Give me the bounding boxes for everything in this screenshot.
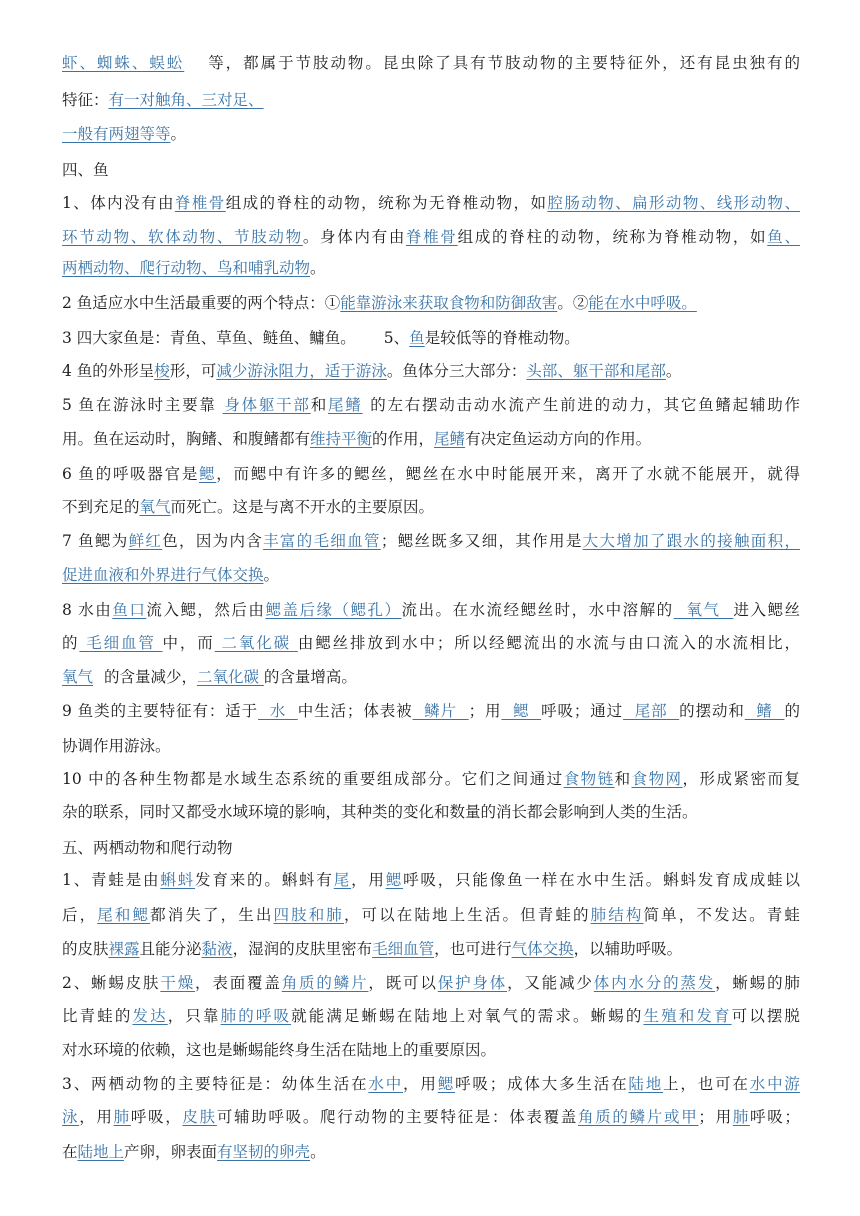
- text-run: 四、鱼: [62, 161, 109, 179]
- text-run: 2 鱼适应水中生活最重要的两个特点：①: [62, 294, 341, 312]
- text-line: [62, 530, 800, 552]
- text-run: 2、蜥蜴皮肤: [62, 974, 161, 992]
- answer-blank: 角质的鳞片或甲: [578, 1108, 699, 1126]
- text-run: 的作用，: [372, 430, 435, 448]
- text-run: 比青蛙的: [62, 1007, 133, 1025]
- text-run: ；鳃丝既多又细，其作用是: [380, 532, 583, 550]
- answer-blank: 干燥: [160, 974, 196, 992]
- answer-blank: 体内水分的蒸发: [593, 974, 716, 992]
- answer-blank: 水中游: [749, 1075, 800, 1093]
- text-line: [62, 496, 800, 518]
- text-run: 6 鱼的呼吸器官是: [62, 465, 200, 483]
- text-run: 的含量增高。: [263, 668, 357, 686]
- answer-blank: 陆地上: [77, 1143, 125, 1161]
- answer-blank: 鱼、: [767, 228, 800, 246]
- text-line: [62, 801, 800, 823]
- text-line: [62, 599, 800, 621]
- text-run: 都消失了，生出: [150, 906, 274, 924]
- text-line: [62, 1073, 800, 1095]
- text-run: 。身体内有由: [302, 228, 407, 246]
- text-line: [62, 292, 800, 314]
- answer-blank: 裸露: [108, 940, 140, 958]
- answer-blank: 水中: [368, 1075, 404, 1093]
- text-run: 的: [784, 702, 800, 720]
- text-line: [62, 327, 800, 349]
- answer-blank: 四肢和肺: [273, 906, 344, 924]
- text-run: 组成的脊柱的动物，统称为脊椎动物，如: [457, 228, 768, 246]
- answer-blank: 有坚韧的卵壳: [217, 1143, 311, 1161]
- text-line: [62, 226, 800, 248]
- answer-blank: 减少游泳阻力，适于游泳: [216, 362, 387, 380]
- text-run: 的皮肤: [62, 940, 109, 958]
- answer-blank: 陆地: [628, 1075, 664, 1093]
- text-run: 。: [310, 1143, 326, 1161]
- text-run: ，形成紧密而复: [682, 770, 800, 788]
- text-run: 和: [614, 770, 632, 788]
- answer-blank: 保护身体: [437, 974, 508, 992]
- answer-blank: 能靠游泳来获取食物和防御敌害: [340, 294, 558, 312]
- answer-blank: 鳃: [437, 1075, 456, 1093]
- text-run: ，蜥蜴的肺: [715, 974, 800, 992]
- text-line: [62, 192, 800, 214]
- text-run: 杂的联系，同时又都受水域环境的影响，其种类的变化和数量的消长都会影响到人类的生活。: [62, 803, 698, 821]
- answer-blank: 鲜红: [128, 532, 163, 550]
- text-line: [62, 1039, 800, 1061]
- answer-blank: 二氧化碳: [214, 634, 298, 652]
- text-line: [62, 700, 800, 722]
- answer-blank: 水: [258, 702, 298, 720]
- answer-blank: 尾鳍: [327, 396, 363, 414]
- text-run: 组成的脊柱的动物，统称为无脊椎动物，如: [225, 194, 548, 212]
- text-run: 是较低等的脊椎动物。: [424, 329, 580, 347]
- answer-blank: 发达: [132, 1007, 168, 1025]
- answer-blank: 身体躯干部: [222, 396, 311, 414]
- text-run: ，用: [351, 871, 386, 889]
- answer-blank: 尾部: [623, 702, 680, 720]
- text-run: 协调作用游泳。: [62, 737, 171, 755]
- text-run: 。鱼体分三大部分：: [386, 362, 527, 380]
- text-run: ，既可以: [368, 974, 438, 992]
- answer-blank: 头部、躯干部和尾部: [526, 362, 666, 380]
- text-run: 在: [62, 1143, 78, 1161]
- text-line: [62, 89, 800, 111]
- answer-blank: 角质的鳞片: [281, 974, 369, 992]
- text-line: [62, 394, 800, 416]
- text-run: 五、两栖动物和爬行动物: [62, 839, 233, 857]
- text-line: [62, 869, 800, 891]
- text-run: ，以辅助呼吸。: [573, 940, 683, 958]
- answer-blank: 虾、蜘蛛、蜈蚣: [62, 54, 185, 72]
- text-run: 呼吸，只能像鱼一样在水中生活。蝌蚪发育成成蛙以: [403, 871, 800, 889]
- text-run: 。: [665, 362, 682, 380]
- text-run: 。: [170, 125, 187, 143]
- text-run: 上，也可在: [663, 1075, 750, 1093]
- text-run: ，也可进行: [434, 940, 512, 958]
- text-run: 的: [62, 634, 80, 652]
- answer-blank: 腔肠动物、扁形动物、线形动物、: [547, 194, 800, 212]
- text-run: 的左右摆动击动水流产生前进的动力，其它鱼鳍起辅助作: [368, 396, 800, 414]
- text-run: 8 水由: [62, 601, 113, 619]
- text-line: [62, 123, 800, 145]
- text-run: 。: [310, 259, 326, 277]
- answer-blank: 黏液: [201, 940, 233, 958]
- text-line: [62, 632, 800, 654]
- text-line: [62, 666, 800, 688]
- text-run: 且能分泌: [139, 940, 202, 958]
- answer-blank: 泳: [62, 1108, 80, 1126]
- text-line: [62, 904, 800, 926]
- text-run: 4 鱼的外形呈: [62, 362, 155, 380]
- text-line: [62, 735, 800, 757]
- text-run: 7 鱼鳃为: [62, 532, 129, 550]
- text-line: [62, 1106, 800, 1128]
- answer-blank: 梭: [154, 362, 170, 380]
- answer-blank: 尾和鳃: [97, 906, 151, 924]
- text-run: 就能满足蜥蜴在陆地上对氧气的需求。蜥蜴的: [291, 1007, 644, 1025]
- text-run: 10 中的各种生物都是水域生态系统的重要组成部分。它们之间通过: [62, 770, 564, 788]
- text-run: 1、体内没有由: [62, 194, 175, 212]
- answer-blank: 鳃: [501, 702, 542, 720]
- text-run: 。②: [557, 294, 589, 312]
- answer-blank: 皮肤: [182, 1108, 217, 1126]
- text-run: 形，可: [169, 362, 217, 380]
- text-run: 和: [310, 396, 328, 414]
- text-run: 1、青蛙是由: [62, 871, 161, 889]
- answer-blank: 能在水中呼吸。: [588, 294, 697, 312]
- answer-blank: 鳃盖后缘（鳃孔）: [265, 601, 402, 619]
- answer-blank: 食物链: [563, 770, 615, 788]
- text-run: 呼吸；成体大多生活在: [455, 1075, 629, 1093]
- text-run: 的摆动和: [679, 702, 745, 720]
- answer-blank: 尾鳍: [434, 430, 466, 448]
- text-line: [62, 360, 800, 382]
- text-run: ，又能减少: [507, 974, 594, 992]
- text-run: 对水环境的依赖，这也是蜥蜴能终身生活在陆地上的重要原因。: [62, 1041, 497, 1059]
- answer-blank: 食物网: [631, 770, 683, 788]
- text-line: [62, 972, 800, 994]
- text-run: 流出。在水流经鳃丝时，水中溶解的: [401, 601, 674, 619]
- answer-blank: 毛细血管: [79, 634, 163, 652]
- text-line: [62, 1141, 800, 1163]
- text-run: ，可以在陆地上生活。但青蛙的: [343, 906, 591, 924]
- text-line: [62, 938, 800, 960]
- answer-blank: 促进血液和外界进行气体交换: [62, 566, 264, 584]
- text-run: 发育来的。蝌蚪有: [195, 871, 334, 889]
- answer-blank: 两栖动物、爬行动物、鸟和哺乳动物: [62, 259, 311, 277]
- answer-blank: 尾: [333, 871, 352, 889]
- text-run: 5、: [383, 329, 410, 347]
- text-run: 可辅助呼吸。爬行动物的主要特征是：体表覆盖: [216, 1108, 579, 1126]
- answer-blank: 鳃: [385, 871, 404, 889]
- answer-blank: 鳞片: [412, 702, 469, 720]
- answer-blank: 肺结构: [590, 906, 644, 924]
- text-run: ，用: [79, 1108, 114, 1126]
- text-run: 产卵，卵表面: [124, 1143, 218, 1161]
- text-run: 进入鳃丝: [733, 601, 800, 619]
- text-line: [62, 428, 800, 450]
- text-run: 5 鱼在游泳时主要靠: [62, 396, 217, 414]
- text-run: 色，因为内含: [162, 532, 264, 550]
- text-run: 9 鱼类的主要特征有：适于: [62, 702, 259, 720]
- text-line: [62, 257, 800, 279]
- answer-blank: 脊椎骨: [174, 194, 226, 212]
- text-run: 而死亡。这是与离不开水的主要原因。: [170, 498, 435, 516]
- text-line: [62, 463, 800, 485]
- answer-blank: 毛细血管: [372, 940, 435, 958]
- text-run: 可以摆脱: [731, 1007, 800, 1025]
- text-run: 特征：: [62, 91, 109, 109]
- text-run: 中生活；体表被: [297, 702, 413, 720]
- text-run: ；用: [468, 702, 502, 720]
- answer-blank: 鳃: [199, 465, 217, 483]
- answer-blank: 环节动物、软体动物、节肢动物: [62, 228, 303, 246]
- answer-blank: 肺: [113, 1108, 131, 1126]
- text-run: 呼吸；通过: [541, 702, 624, 720]
- text-line: [62, 1005, 800, 1027]
- text-run: 用。鱼在运动时，胸鳍、和腹鳍都有: [62, 430, 311, 448]
- text-run: ，而鳃中有许多的鳃丝，鳃丝在水中时能展开来，离开了水就不能展开，就得: [216, 465, 800, 483]
- text-run: 不到充足的: [62, 498, 140, 516]
- text-run: 有决定鱼运动方向的作用。: [465, 430, 652, 448]
- text-run: 。: [263, 566, 280, 584]
- text-run: 3、两栖动物的主要特征是：幼体生活在: [62, 1075, 369, 1093]
- text-run: 呼吸，: [130, 1108, 183, 1126]
- answer-blank: 脊椎骨: [406, 228, 458, 246]
- text-run: 后，: [62, 906, 98, 924]
- answer-blank: 鱼: [409, 329, 425, 347]
- answer-blank: 气体交换: [511, 940, 574, 958]
- text-run: 呼吸；: [750, 1108, 800, 1126]
- text-line: [62, 564, 800, 586]
- text-run: 简单，不发达。青蛙: [643, 906, 800, 924]
- answer-blank: 氧气: [139, 498, 171, 516]
- text-run: ，用: [403, 1075, 438, 1093]
- text-run: 3 四大家鱼是：青鱼、草鱼、鲢鱼、鳙鱼。: [62, 329, 356, 347]
- text-run: ，表面覆盖: [195, 974, 282, 992]
- text-run: 由鳃丝排放到水中；所以经鳃流出的水流与由口流入的水流相比，: [297, 634, 800, 652]
- text-line: [62, 837, 800, 859]
- answer-blank: 肺: [732, 1108, 751, 1126]
- text-line: [62, 52, 800, 74]
- answer-blank: 二氧化碳: [196, 668, 264, 686]
- text-run: 等，都属于节肢动物。昆虫除了具有节肢动物的主要特征外，还有昆虫独有的: [206, 54, 800, 72]
- answer-blank: 生殖和发育: [643, 1007, 732, 1025]
- text-line: [62, 768, 800, 790]
- answer-blank: 氧气: [62, 668, 94, 686]
- answer-blank: 蝌蚪: [160, 871, 196, 889]
- answer-blank: 鳍: [744, 702, 785, 720]
- answer-blank: 维持平衡: [310, 430, 373, 448]
- text-run: 流入鳃，然后由: [146, 601, 266, 619]
- answer-blank: 丰富的毛细血管: [263, 532, 381, 550]
- text-run: ，只靠: [167, 1007, 221, 1025]
- text-run: 中，而: [162, 634, 215, 652]
- text-run: 的含量减少，: [99, 668, 197, 686]
- answer-blank: 有一对触角、三对足、: [108, 91, 264, 109]
- answer-blank: 肺的呼吸: [220, 1007, 292, 1025]
- text-run: ；用: [698, 1108, 733, 1126]
- text-run: ，湿润的皮肤里密布: [232, 940, 373, 958]
- answer-blank: 大大增加了跟水的接触面积，: [582, 532, 800, 550]
- text-line: [62, 159, 800, 181]
- answer-blank: 一般有两翅等等: [62, 125, 171, 143]
- answer-blank: 氧气: [673, 601, 734, 619]
- answer-blank: 鱼口: [112, 601, 147, 619]
